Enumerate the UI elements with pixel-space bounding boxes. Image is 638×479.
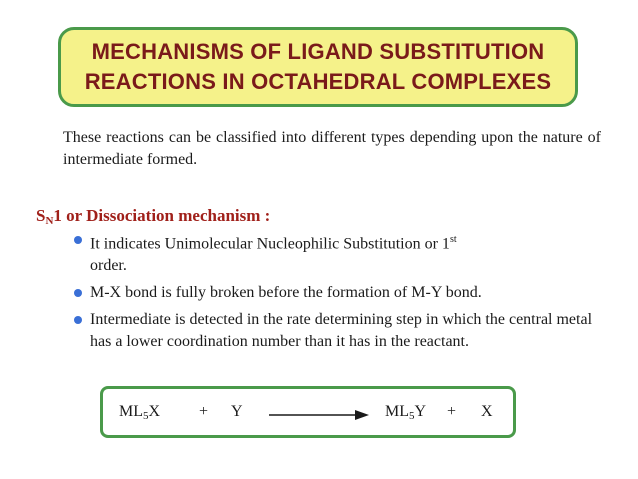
eq-reactant (119, 403, 160, 422)
eq-ml-left: ML (119, 403, 143, 420)
bullet-1-text: It indicates Unimolecular Nucleophilic Substitution or 1 (90, 235, 450, 253)
eq-sub-right: 5 (409, 410, 415, 422)
title-box (58, 27, 578, 107)
eq-ml-right: ML (385, 403, 409, 420)
title-line-1: MECHANISMS OF LIGAND SUBSTITUTION (91, 39, 545, 64)
heading-rest: 1 or Dissociation mechanism : (53, 206, 271, 225)
intro-paragraph: These reactions can be classified into different types depending upon the nature of intermediate formed. (63, 129, 601, 168)
eq-plus-1: + (199, 403, 209, 420)
equation-box (100, 386, 516, 438)
section-heading (36, 206, 270, 227)
bullet-3-text: Intermediate is detected in the rate determining step in which the central metal has a lower coordination number than it has in the reactant. (90, 311, 593, 351)
eq-x: X (481, 403, 493, 420)
bullet-1-cont: order. (90, 257, 127, 275)
eq-product (385, 403, 426, 422)
bullet-item (74, 309, 604, 353)
title-line-2: REACTIONS IN OCTAHEDRAL COMPLEXES (84, 69, 552, 94)
reaction-arrow-icon (269, 409, 369, 421)
bullet-list (74, 229, 604, 358)
bullet-dot-icon (74, 316, 82, 324)
heading-subscript-n: N (45, 215, 54, 227)
bullet-dot-icon (74, 289, 82, 297)
heading-s: S (36, 206, 46, 225)
eq-y-right: Y (414, 403, 427, 420)
bullet-2-text: M-X bond is fully broken before the formation of M-Y bond. (90, 284, 482, 302)
eq-plus-2: + (447, 403, 457, 420)
eq-sub-left: 5 (143, 410, 149, 422)
bullet-item (74, 282, 604, 304)
bullet-item (74, 229, 604, 277)
eq-y: Y (231, 403, 243, 420)
eq-x-left: X (148, 403, 161, 420)
bullet-1-sup: st (449, 234, 457, 245)
bullet-dot-icon (74, 236, 82, 244)
